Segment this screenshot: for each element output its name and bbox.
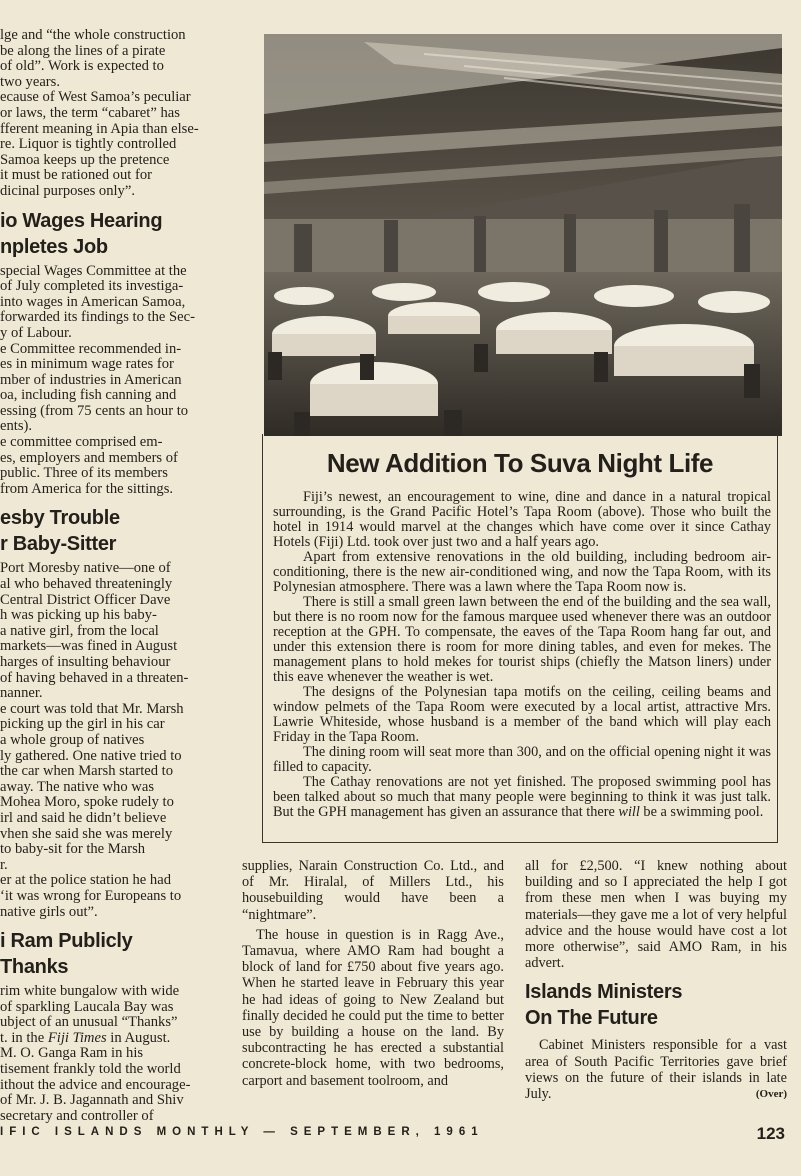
wages-article (0, 264, 232, 498)
feature-paragraph: The dining room will seat more than 300, and on the official opening night it was filled to capacity. (273, 744, 771, 775)
moresby-headline-line2: r Baby-Sitter (0, 533, 117, 556)
page-footer (0, 1124, 801, 1154)
cabaret-line: Samoa keeps up the pretence (0, 152, 170, 168)
ram-line: ithout the advice and encourage- (0, 1077, 191, 1093)
feature-paragraph: Fiji’s newest, an encouragement to wine, dine and dance in a natural tropical surrounding, is the Grand Pacific Hotel’s Tapa Room (above). Those who built the hotel in 1914 would marvel at the changes which have come over it since Cathay Hotels (Fiji) Ltd. took over just two and a half years ago. (273, 489, 771, 550)
moresby-line: away. The native who was (0, 779, 154, 795)
moresby-line: vhen she said she was merely (0, 826, 173, 842)
wages-line: e Committee recommended in- (0, 341, 182, 357)
wages-line: oa, including fish canning and (0, 388, 177, 404)
feature-paragraph-last: The Cathay renovations are not yet finished. The proposed swimming pool has been talked about so much that many people were beginning to think it was just talk. But the GPH management has given an assurance that there will be a swimming pool. (273, 774, 771, 820)
ministers-headline (525, 979, 787, 1031)
page-number: 123 (756, 1124, 785, 1143)
ram-line: of sparkling Laucala Bay was (0, 999, 174, 1015)
ram-line: tisement frankly told the world (0, 1062, 181, 1078)
wages-line: essing (from 75 cents an hour to (0, 403, 189, 419)
ram-line: rim white bungalow with wide (0, 984, 180, 1000)
moresby-line: nanner. (0, 686, 43, 702)
ram-article (0, 984, 232, 1124)
wages-line: es in minimum wage rates for (0, 357, 174, 373)
wages-line: mber of industries in American (0, 372, 182, 388)
wages-headline-line1: io Wages Hearing (0, 209, 163, 232)
moresby-line: Port Moresby native—one of (0, 561, 171, 577)
moresby-line: of having behaved in a threaten- (0, 670, 189, 686)
cabaret-line: of old”. Work is expected to (0, 59, 164, 75)
wages-line: forwarded its findings to the Sec- (0, 310, 195, 326)
moresby-line: er at the police station he had (0, 873, 172, 889)
moresby-line: Mohea Moro, spoke rudely to (0, 795, 174, 811)
moresby-line: a native girl, from the local (0, 623, 159, 639)
moresby-line: r. (0, 857, 8, 873)
cabaret-line: fferent meaning in Apia than else- (0, 121, 199, 137)
mid-paragraph: supplies, Narain Construction Co. Ltd., and of Mr. Hiralal, of Millers Ltd., his housebuilding would have been a “nightmare”. (242, 858, 504, 923)
cabaret-line: be along the lines of a pirate (0, 43, 166, 59)
wages-line: y of Labour. (0, 325, 72, 341)
moresby-line: markets—was fined in August (0, 639, 178, 655)
left-column (0, 28, 232, 1124)
wages-headline-line2: npletes Job (0, 235, 108, 258)
moresby-line: e court was told that Mr. Marsh (0, 701, 184, 717)
wages-line: into wages in American Samoa, (0, 294, 186, 310)
moresby-article (0, 561, 232, 920)
cabaret-line: lge and “the whole construction (0, 28, 186, 43)
tapa-room-illustration (264, 34, 782, 436)
ram-headline-line2: Thanks (0, 956, 69, 979)
wages-line: ents). (0, 419, 33, 435)
wages-line: e committee comprised em- (0, 435, 163, 451)
cabaret-line: or laws, the term “cabaret” has (0, 105, 180, 121)
moresby-line: Central District Officer Dave (0, 592, 171, 608)
cabaret-line: dicinal purposes only”. (0, 183, 135, 199)
footer-masthead: IFIC ISLANDS MONTHLY — SEPTEMBER, 1961 (0, 1126, 484, 1138)
cabaret-line: two years. (0, 74, 60, 90)
moresby-headline-line1: esby Trouble (0, 507, 120, 530)
cabaret-line: re. Liquor is tightly controlled (0, 137, 177, 153)
cabaret-line: it must be rationed out for (0, 168, 152, 184)
right-column (525, 858, 787, 1102)
over-label: (Over) (755, 1088, 787, 1101)
ram-line: M. O. Ganga Ram in his (0, 1046, 144, 1062)
feature-article-box (262, 434, 778, 843)
moresby-line: picking up the girl in his car (0, 717, 165, 733)
middle-column (242, 858, 504, 1093)
ministers-paragraph: Cabinet Ministers responsible for a vast area of South Pacific Territories gave brief views on the future of their islands in late July. (Over) (525, 1037, 787, 1103)
ram-line-fiji-times: t. in the Fiji Times in August. (0, 1030, 171, 1046)
moresby-line: a whole group of natives (0, 732, 145, 748)
ram-line: ubject of an unusual “Thanks” (0, 1015, 178, 1031)
ram-line: secretary and controller of (0, 1108, 154, 1124)
cabaret-line: ecause of West Samoa’s peculiar (0, 90, 191, 106)
moresby-line: native girls out”. (0, 904, 98, 920)
wages-line: public. Three of its members (0, 466, 168, 482)
feature-paragraph: The designs of the Polynesian tapa motifs on the ceiling, ceiling beams and window pelmets of the Tapa Room were executed by a local artist, attractive Mrs. Lawrie Whiteside, whose husband is a member of the band which will play each Friday in the Tapa Room. (273, 684, 771, 745)
moresby-line: ly gathered. One native tried to (0, 748, 182, 764)
wages-line: es, employers and members of (0, 450, 178, 466)
right-paragraph: all for £2,500. “I knew nothing about building and so I appreciated the help I got from these men when I was buying my materials—they gave me a lot of very helpful advice and the house would have cost a lot more otherwise”, said AMO Ram, in his advert. (525, 858, 787, 972)
feature-paragraph: Apart from extensive renovations in the old building, including bedroom air-conditioning, there is the new air-conditioned wing, and now the Tapa Room, with its Polynesian atmosphere. There was a lawn where the Tapa Room now is. (273, 549, 771, 595)
wages-line: from America for the sittings. (0, 481, 174, 497)
ministers-headline-line1: Islands Ministers (525, 981, 683, 1004)
moresby-line: ‘it was wrong for Europeans to (0, 888, 182, 904)
moresby-line: the car when Marsh started to (0, 764, 174, 780)
ministers-headline-line2: On The Future (525, 1007, 658, 1030)
feature-paragraph: There is still a small green lawn between the end of the building and the sea wall, but there is no room now for the famous marquee used whenever there was an outdoor reception at the GPH. To compensate, the eaves of the Tapa Room hang far out, and under this extension there is room for more dining tables, and even for mekes. The management plans to hold mekes for tourist ships (chiefly the Matson liners) under this eave whenever the weather is wet. (273, 594, 771, 685)
wages-line: special Wages Committee at the (0, 263, 187, 279)
wages-line: of July completed its investiga- (0, 279, 184, 295)
tapa-room-photo (264, 34, 782, 436)
feature-headline: New Addition To Suva Night Life (326, 448, 714, 478)
cabaret-article (0, 28, 232, 200)
moresby-line: h was picking up his baby- (0, 608, 157, 624)
mid-paragraph: The house in question is in Ragg Ave., Tamavua, where AMO Ram had bought a block of land for £750 about five years ago. When he started leave in February this year he had ideas of going to New Zealand but finally decided he could put the time to better use by building a house on the land. By subcontracting he has erected a substantial concrete-block home, with two bedrooms, carport and basement toolroom, and (242, 926, 504, 1089)
moresby-line: irl and said he didn’t believe (0, 810, 167, 826)
moresby-line: to baby-sit for the Marsh (0, 842, 146, 858)
feature-body (273, 490, 771, 820)
ram-headline-line1: i Ram Publicly (0, 930, 133, 953)
moresby-line: harges of insulting behaviour (0, 655, 171, 670)
moresby-line: al who behaved threateningly (0, 577, 173, 593)
ram-line: of Mr. J. B. Jagannath and Shiv (0, 1093, 184, 1109)
